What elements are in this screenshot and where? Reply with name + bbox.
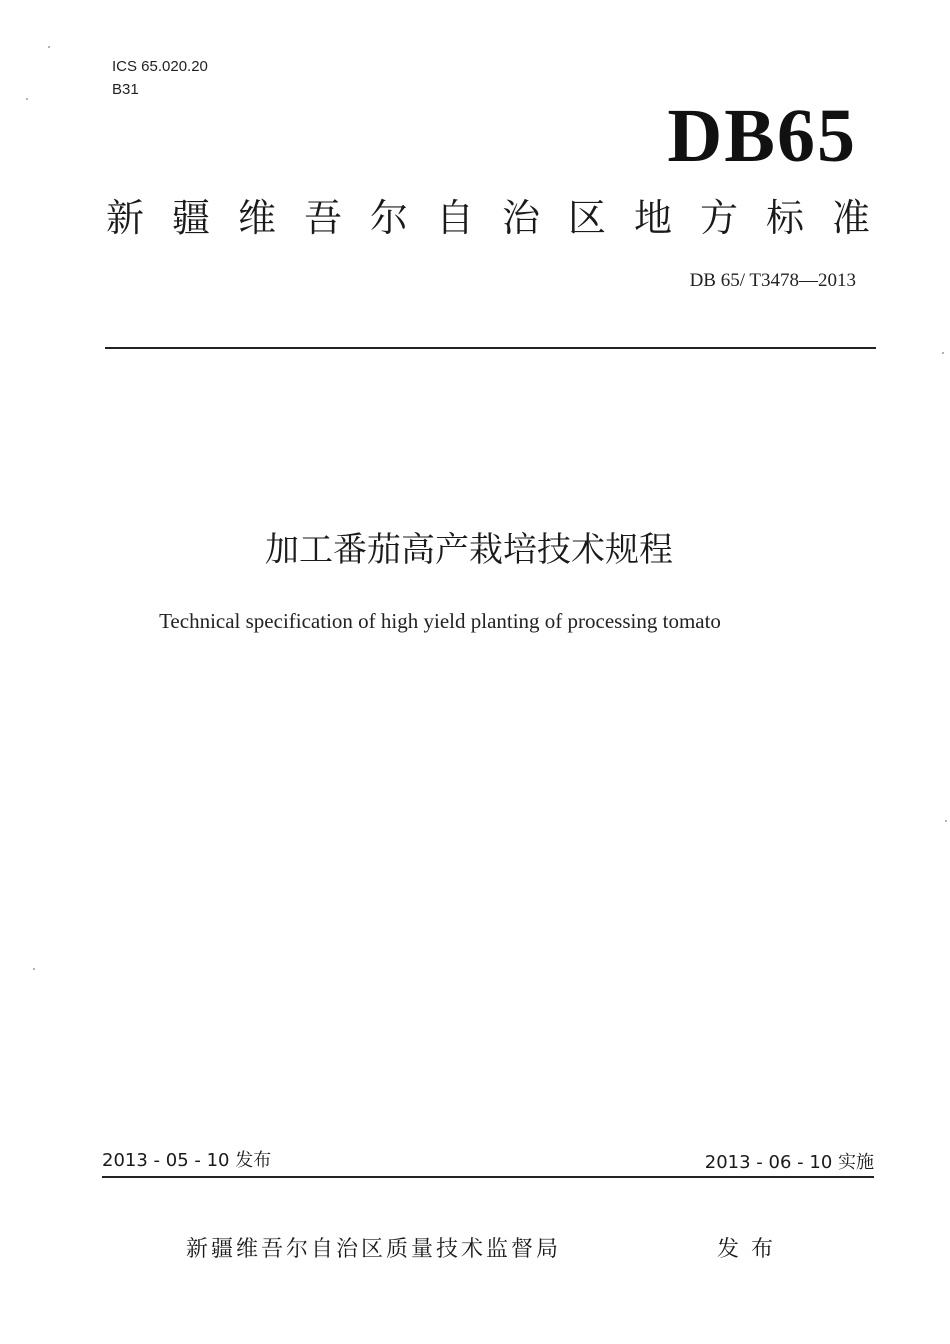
scan-speck <box>33 968 35 970</box>
document-title-chinese: 加工番茄高产栽培技术规程 <box>265 530 673 570</box>
scan-speck <box>942 352 944 354</box>
ics-code: ICS 65.020.20 <box>112 58 208 75</box>
db65-logo: DB65 <box>667 94 857 178</box>
date-row <box>102 1148 874 1178</box>
document-title-english: Technical specification of high yield planting of processing tomato <box>159 609 721 633</box>
classification-code: B31 <box>112 81 139 98</box>
issue-label: 发布 <box>717 1237 786 1262</box>
standard-type-heading: 新疆维吾尔自治区地方标准 <box>106 196 899 240</box>
issue-date: 2013 - 05 - 10 发布 <box>102 1150 272 1171</box>
scan-speck <box>945 820 947 822</box>
header-divider <box>105 347 876 349</box>
effective-date: 2013 - 06 - 10 实施 <box>704 1152 874 1173</box>
scan-speck <box>26 98 28 100</box>
scan-speck <box>48 46 50 48</box>
standard-number: DB 65/ T3478—2013 <box>689 270 856 291</box>
issuing-authority: 新疆维吾尔自治区质量技术监督局 <box>186 1237 562 1262</box>
